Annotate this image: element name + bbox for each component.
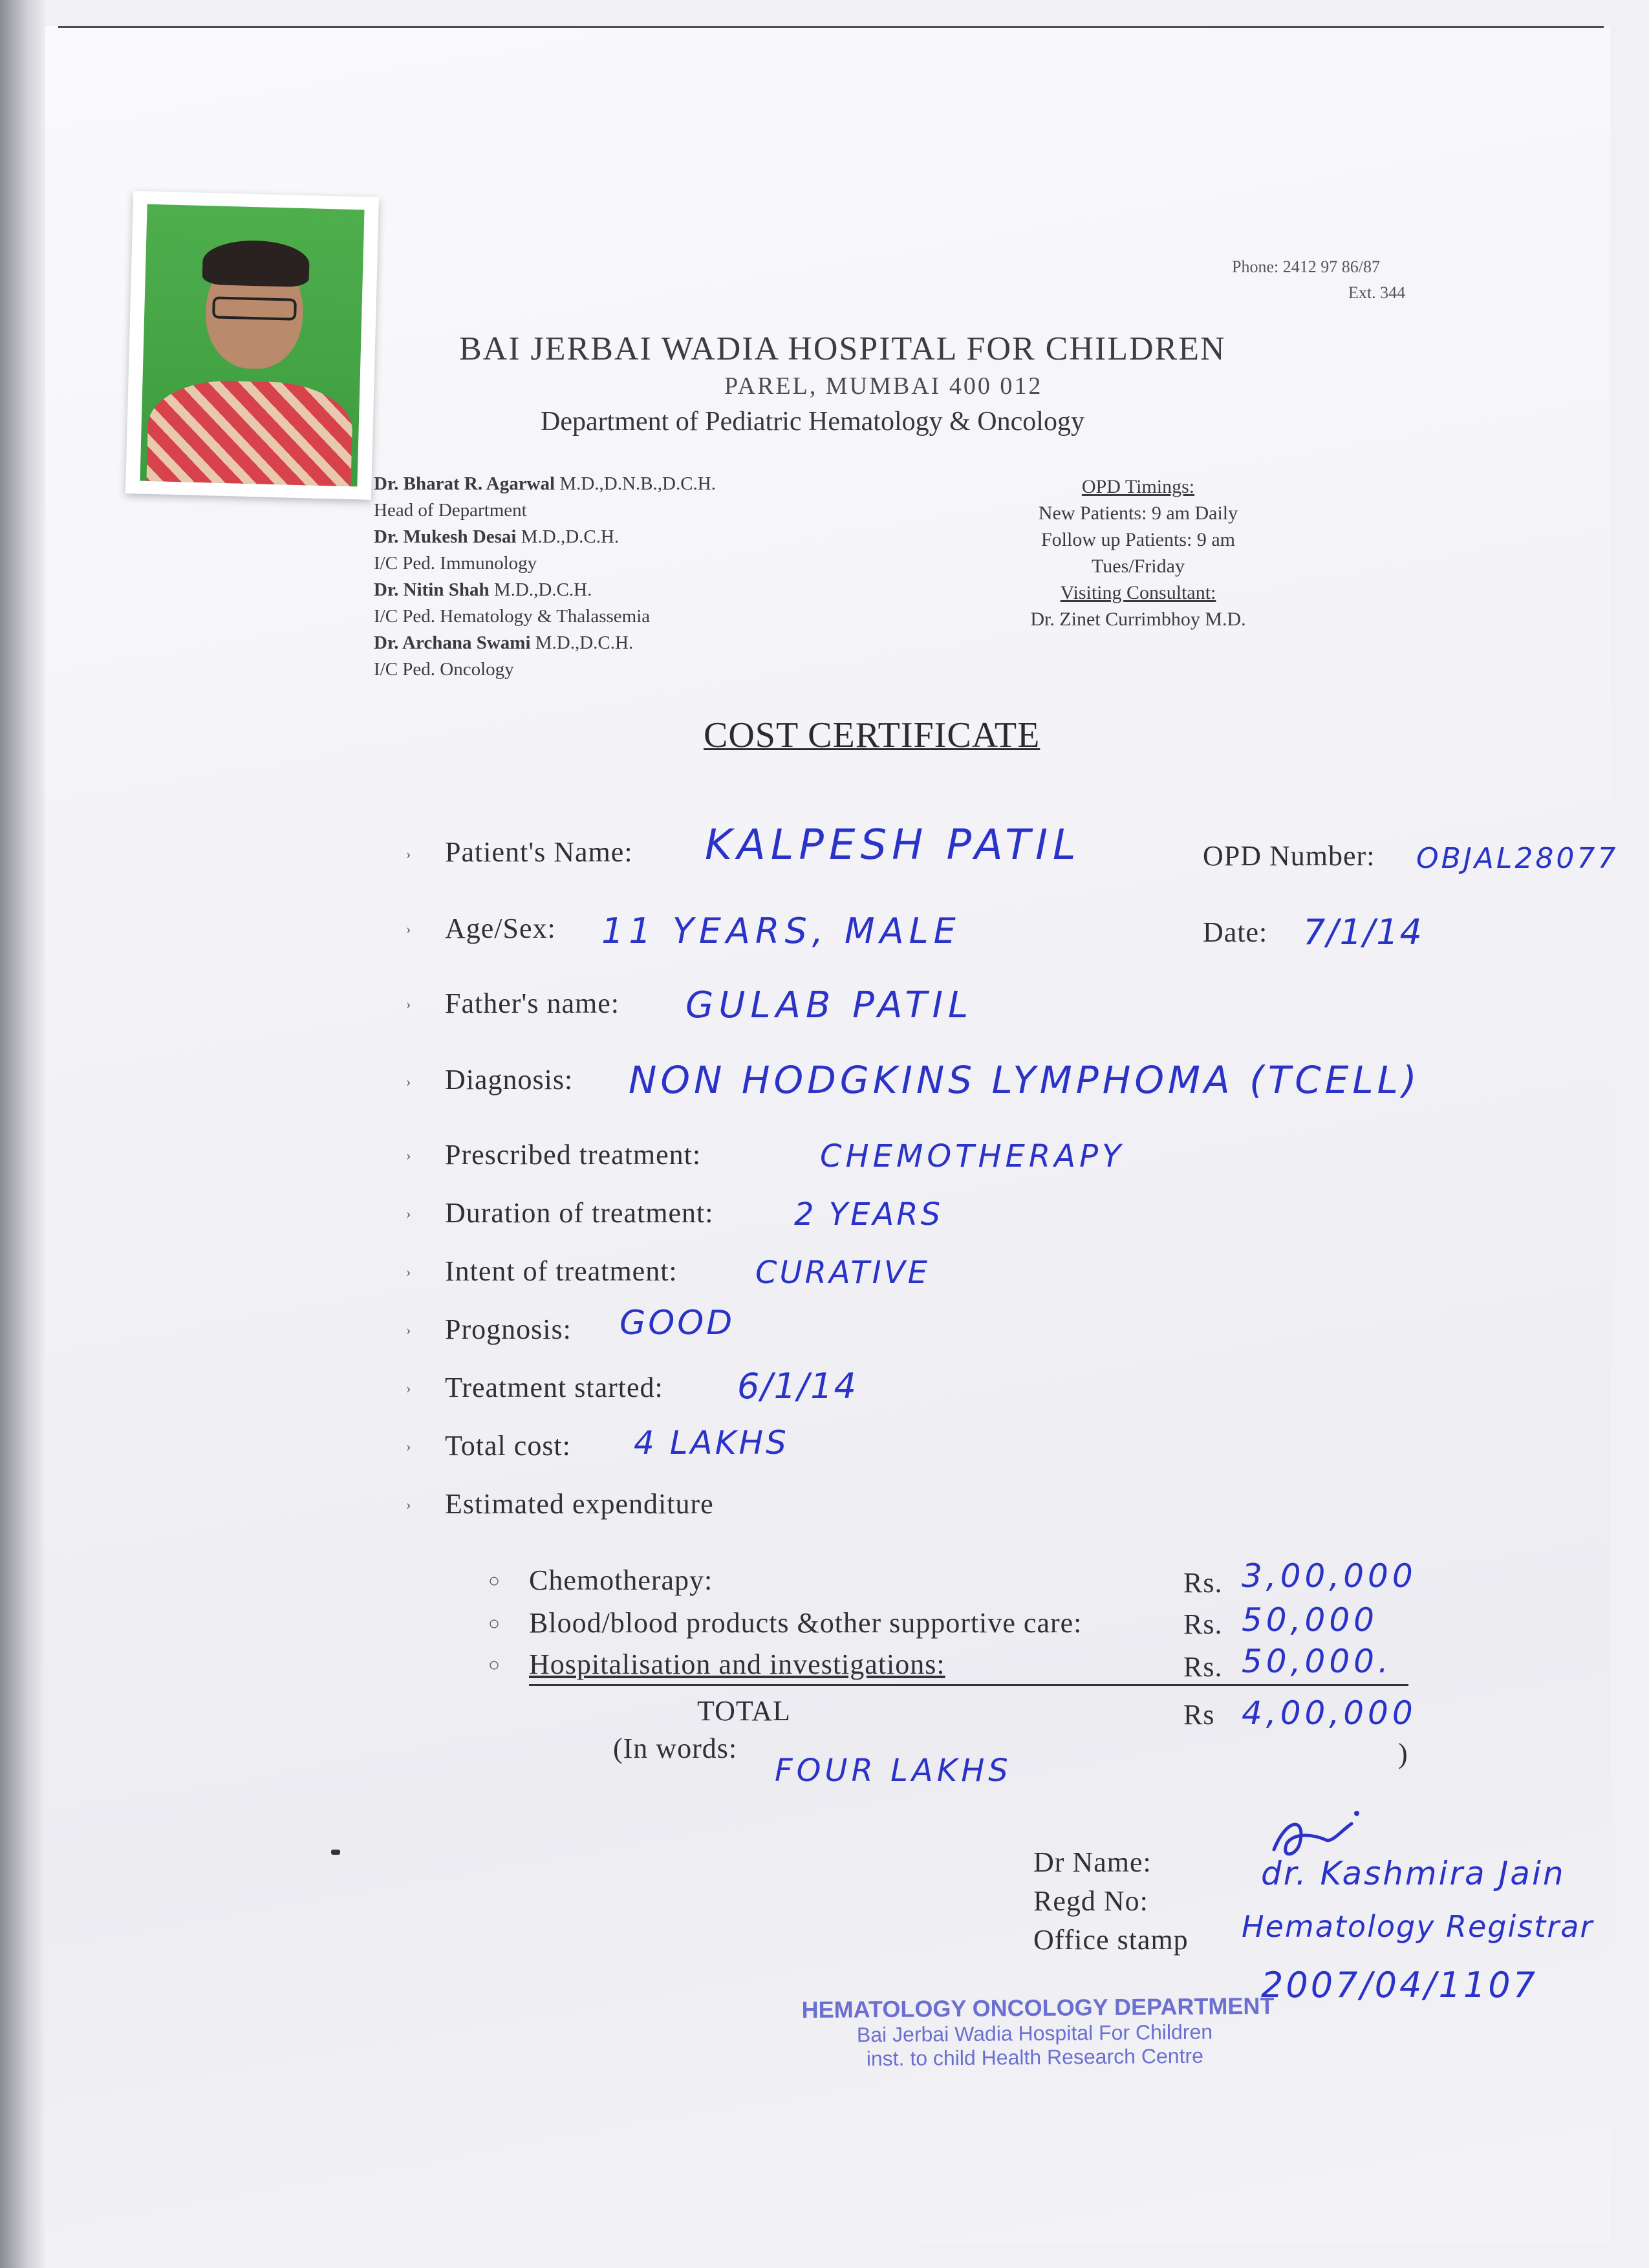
department-name: Department of Pediatric Hematology & Oncology (541, 407, 1084, 437)
doctor-list (374, 471, 716, 683)
opd-title: OPD Timings: (1081, 476, 1195, 497)
doctor-2-role: I/C Ped. Immunology (374, 553, 537, 574)
doctor-1: Dr. Bharat R. Agarwal M.D.,D.N.B.,D.C.H. (374, 473, 716, 494)
treatment-label: Prescribed treatment: (445, 1139, 702, 1171)
department-stamp (801, 1992, 1275, 2071)
prognosis-label: Prognosis: (445, 1313, 572, 1345)
patient-name-value: KALPESH PATIL (705, 821, 1081, 869)
in-words-close: ) (1398, 1738, 1408, 1769)
age-sex-label: Age/Sex: (445, 913, 556, 944)
expenditure-currency: Rs. (1183, 1608, 1223, 1640)
father-name-label: Father's name: (445, 988, 620, 1019)
intent-value: CURATIVE (755, 1255, 930, 1291)
doctor-2: Dr. Mukesh Desai M.D.,D.C.H. (374, 526, 620, 547)
opd-timings (989, 473, 1287, 632)
hospital-address: PAREL, MUMBAI 400 012 (724, 373, 1043, 400)
photo-background (140, 204, 364, 487)
bullet-icon: › (406, 1322, 411, 1338)
in-words-label: (In words: (613, 1733, 738, 1764)
visiting-consultant: Dr. Zinet Currimbhoy M.D. (1030, 609, 1246, 630)
expenditure-label: Hospitalisation and investigations: (529, 1648, 945, 1680)
circle-bullet-icon: ○ (488, 1654, 501, 1676)
opd-follow-up: Follow up Patients: 9 am (1041, 529, 1235, 550)
bullet-icon: › (406, 1438, 411, 1454)
bullet-icon: › (406, 1074, 411, 1090)
date-value: 7/1/14 (1303, 912, 1423, 953)
total-rule (529, 1684, 1408, 1686)
expenditure-label: Chemotherapy: (529, 1564, 713, 1596)
date-label: Date: (1203, 916, 1268, 948)
prognosis-value: GOOD (620, 1304, 735, 1343)
doctor-3: Dr. Nitin Shah M.D.,D.C.H. (374, 579, 592, 600)
office-stamp-label: Office stamp (1033, 1924, 1189, 1956)
scan-edge (0, 0, 45, 2268)
father-name-value: GULAB PATIL (685, 984, 974, 1026)
regd-number-value: 2007/04/1107 (1261, 1965, 1538, 2005)
bullet-icon: › (406, 1264, 411, 1280)
opd-days: Tues/Friday (1092, 556, 1185, 577)
bullet-icon: › (406, 921, 411, 937)
doctor-3-role: I/C Ped. Hematology & Thalassemia (374, 606, 651, 627)
opd-new-patients: New Patients: 9 am Daily (1038, 502, 1238, 524)
expenditure-label: Blood/blood products &other supportive care: (529, 1607, 1083, 1639)
photo-hair (202, 239, 310, 287)
circle-bullet-icon: ○ (488, 1613, 501, 1634)
ink-speck (331, 1850, 340, 1855)
bullet-icon: › (406, 996, 411, 1012)
doctor-4: Dr. Archana Swami M.D.,D.C.H. (374, 632, 634, 653)
circle-bullet-icon: ○ (488, 1570, 501, 1592)
total-amount: 4,00,000 (1242, 1694, 1417, 1732)
stamp-line-2: Bai Jerbai Wadia Hospital For Children (856, 2020, 1213, 2047)
expenditure-amount: 50,000. (1242, 1643, 1392, 1680)
expenditure-currency: Rs. (1183, 1651, 1223, 1683)
bullet-icon: › (406, 1147, 411, 1163)
doctor-1-role: Head of Department (374, 500, 527, 521)
patient-photo (125, 191, 379, 500)
started-label: Treatment started: (445, 1372, 663, 1403)
doctor-4-role: I/C Ped. Oncology (374, 659, 514, 680)
bullet-icon: › (406, 1496, 411, 1513)
stamp-line-1: HEMATOLOGY ONCOLOGY DEPARTMENT (801, 1992, 1275, 2024)
regd-no-label: Regd No: (1033, 1885, 1148, 1917)
certificate-title: COST CERTIFICATE (704, 715, 1040, 755)
patient-name-label: Patient's Name: (445, 836, 633, 868)
duration-value: 2 YEARS (794, 1196, 943, 1233)
diagnosis-value: NON HODGKINS LYMPHOMA (TCELL) (629, 1058, 1421, 1102)
total-currency: Rs (1183, 1699, 1215, 1731)
total-cost-value: 4 LAKHS (634, 1424, 789, 1462)
expenditure-currency: Rs. (1183, 1567, 1223, 1599)
expenditure-amount: 50,000 (1242, 1601, 1378, 1639)
dr-name-label: Dr Name: (1033, 1846, 1152, 1878)
photo-glasses (212, 296, 297, 320)
regd-value: Hematology Registrar (1242, 1909, 1594, 1944)
treatment-value: CHEMOTHERAPY (820, 1138, 1125, 1174)
expenditure-amount: 3,00,000 (1242, 1557, 1417, 1595)
diagnosis-label: Diagnosis: (445, 1064, 574, 1096)
total-cost-label: Total cost: (445, 1430, 571, 1462)
duration-label: Duration of treatment: (445, 1197, 714, 1229)
started-value: 6/1/14 (737, 1366, 857, 1407)
doctor-name-value: dr. Kashmira Jain (1261, 1855, 1566, 1892)
in-words-value: FOUR LAKHS (775, 1753, 1012, 1789)
bullet-icon: › (406, 846, 411, 862)
bullet-icon: › (406, 1205, 411, 1222)
age-sex-value: 11 YEARS, MALE (601, 911, 961, 951)
hospital-name: BAI JERBAI WADIA HOSPITAL FOR CHILDREN (459, 330, 1226, 367)
phone-number: Phone: 2412 97 86/87 (1232, 257, 1380, 276)
visiting-title: Visiting Consultant: (1060, 582, 1216, 603)
bullet-icon: › (406, 1380, 411, 1396)
opd-number-label: OPD Number: (1203, 840, 1375, 872)
photo-shirt (146, 379, 354, 486)
intent-label: Intent of treatment: (445, 1255, 678, 1287)
estimated-label: Estimated expenditure (445, 1488, 714, 1520)
phone-extension: Ext. 344 (1348, 283, 1406, 302)
total-label: TOTAL (697, 1695, 791, 1727)
top-rule (58, 26, 1604, 28)
stamp-line-3: inst. to child Health Research Centre (866, 2044, 1204, 2071)
opd-number-value: OBJAL28077 (1416, 842, 1619, 875)
